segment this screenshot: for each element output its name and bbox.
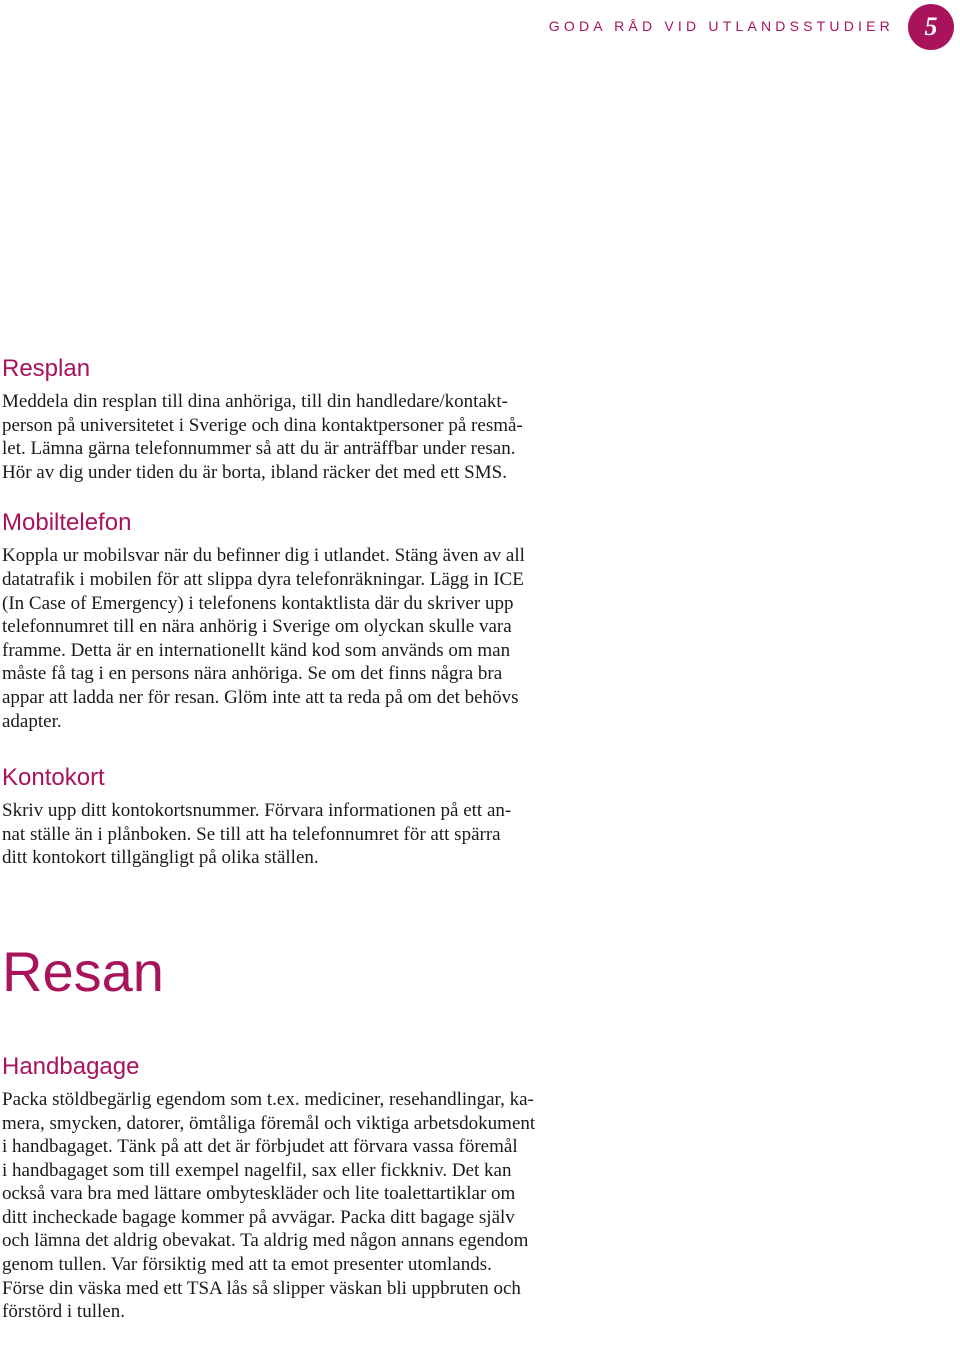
- paragraph-handbagage: Packa stöldbegärlig egendom som t.ex. mediciner, resehandlingar, ka- mera, smycken, datorer, ömtåliga föremål och viktiga arbetsdokument i handbagaget. Tänk på att det är förbjudet att förvara vassa föremål i handbagaget som till exempel nagelfil, sax eller fickkniv. Det kan också vara bra med lättare ombyteskläder och lite toalettartiklar om ditt incheckade bagage kommer på avvägar. Packa ditt bagage själv och lämna det aldrig obevakat. Ta aldrig med någon annans egendom genom tullen. Var försiktig med att ta emot presenter utomlands. Förse din väska med ett TSA lås så slipper väskan bli uppbruten och förstörd i tullen.: [2, 1088, 536, 1323]
- paragraph-resplan: Meddela din resplan till dina anhöriga, till din handledare/kontakt- person på universitetet i Sverige och dina kontaktpersoner på resmå- let. Lämna gärna telefonnummer så att du är anträffbar under resan. Hör av dig under tiden du är borta, ibland räcker det med ett SMS.: [2, 391, 523, 483]
- section-kontokort: [2, 763, 652, 870]
- section-heading-handbagage: Handbagage: [2, 1052, 140, 1080]
- paragraph-mobiltelefon: Koppla ur mobilsvar när du befinner dig i utlandet. Stäng även av all datatrafik i mobilen för att slippa dyra telefonräkningar. Lägg in ICE (In Case of Emergency) i telefonens kontaktlista där du skriver upp telefonnumret till en nära anhörig i Sverige om olyckan skulle vara framme. Detta är en internationellt känd kod som används om man måste få tag i en persons nära anhöriga. Se om det finns några bra appar att ladda ner för resan. Glöm inte att ta reda på om det behövs adapter.: [2, 545, 525, 732]
- major-heading-resan: Resan: [2, 939, 164, 1003]
- page-number-badge: 5: [908, 4, 954, 50]
- section-heading-kontokort: Kontokort: [2, 764, 105, 792]
- section-mobiltelefon: [2, 508, 652, 733]
- section-heading-mobiltelefon: Mobiltelefon: [2, 509, 132, 537]
- page-content: [2, 350, 652, 1324]
- section-heading-resplan: Resplan: [2, 355, 91, 382]
- section-handbagage: [2, 1052, 652, 1324]
- section-resan: [2, 940, 652, 1004]
- paragraph-kontokort: Skriv upp ditt kontokortsnummer. Förvara informationen på ett an- nat ställe än i plånboken. Se till att ha telefonnumret för att spärra ditt kontokort tillgängligt på olika ställen.: [2, 800, 512, 869]
- running-header: GODA RÅD VID UTLANDSSTUDIER: [548, 18, 894, 34]
- section-resplan: [2, 354, 652, 484]
